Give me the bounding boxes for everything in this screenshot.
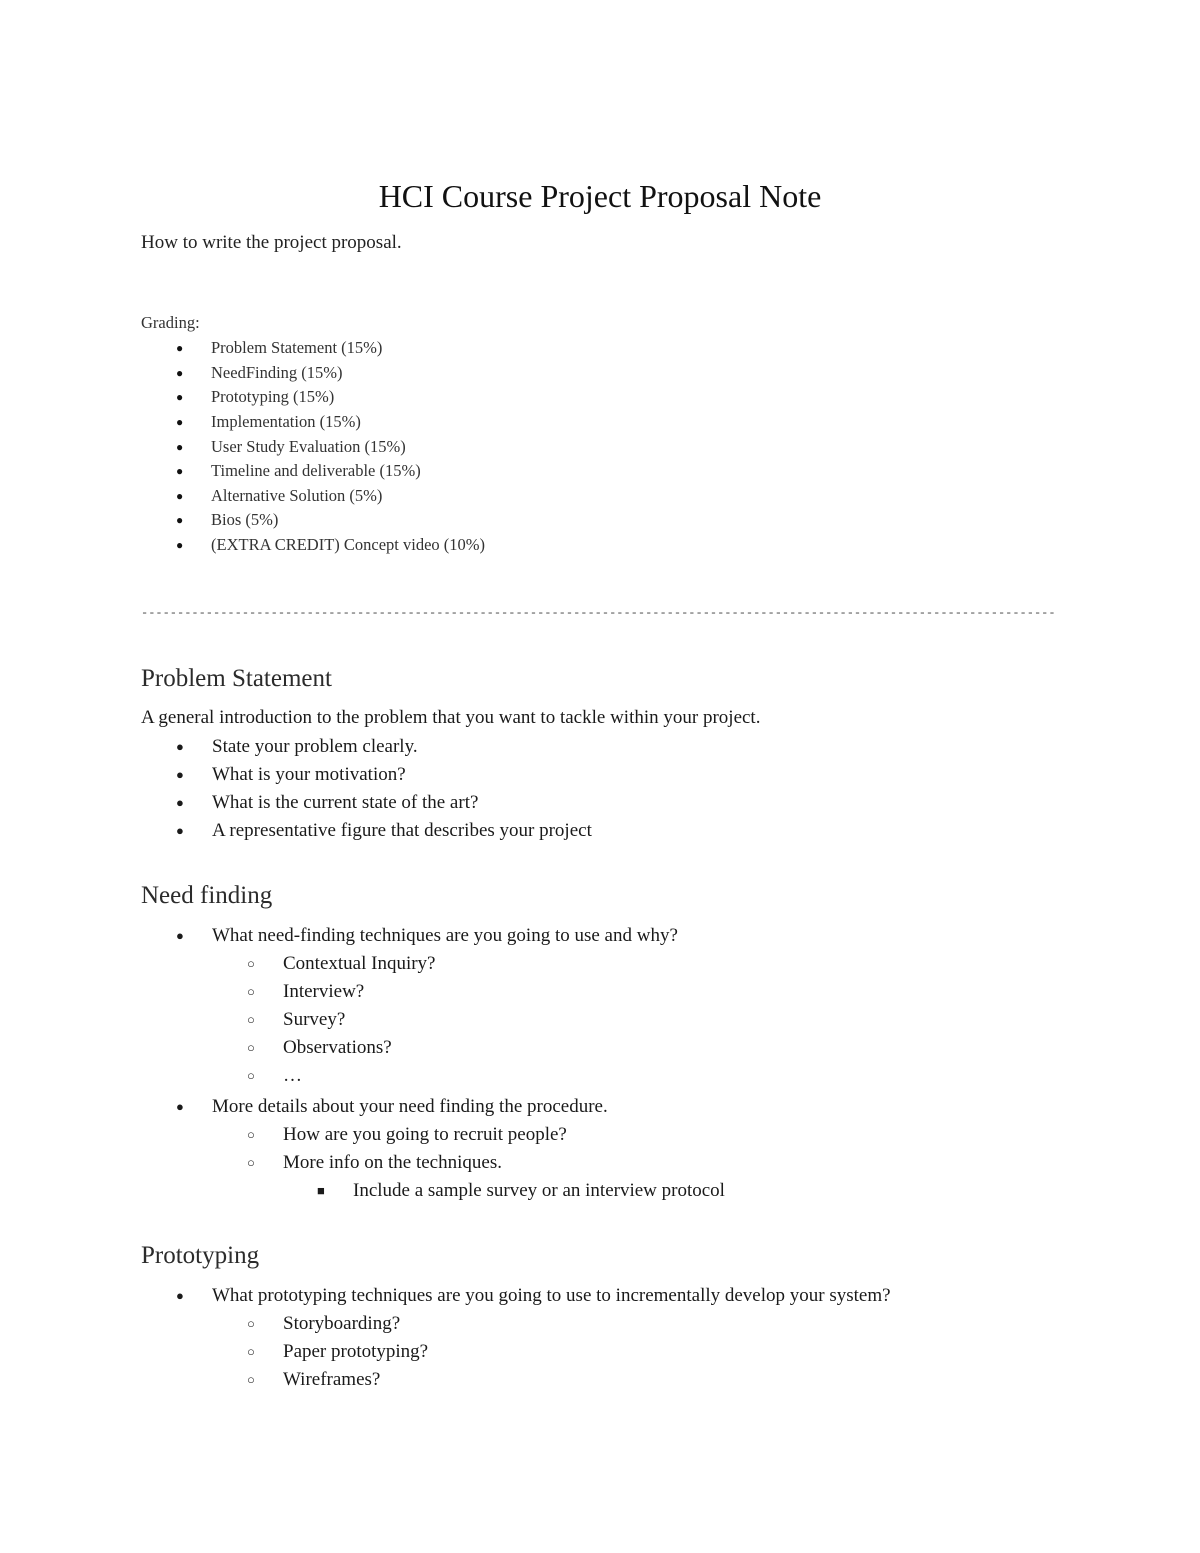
list-item: ○ Storyboarding? — [247, 1313, 401, 1335]
page-title: HCI Course Project Proposal Note — [378, 178, 822, 214]
subtitle: How to write the project proposal. — [141, 232, 402, 253]
need-item-2-sublist — [247, 1121, 567, 1177]
bullet-icon: ● — [176, 415, 184, 430]
bullet-icon: ● — [176, 1099, 184, 1115]
grading-item: ● Prototyping (15%) — [176, 387, 335, 407]
bullet-icon: ● — [176, 767, 184, 783]
grading-item: ● Timeline and deliverable (15%) — [176, 461, 421, 481]
list-item: ● What prototyping techniques are you going to use to incrementally develop your system? — [176, 1285, 891, 1307]
grading-item: ● Bios (5%) — [176, 510, 279, 530]
bullet-icon: ● — [176, 464, 184, 479]
bullet-icon: ● — [176, 341, 184, 356]
proto-item-1 — [176, 1282, 891, 1310]
list-item: ○ How are you going to recruit people? — [247, 1124, 567, 1146]
bullet-icon: ● — [176, 739, 184, 755]
list-item: ○ Interview? — [247, 981, 365, 1003]
list-item: ● What is your motivation? — [176, 764, 406, 786]
problem-intro: A general introduction to the problem that you want to tackle within your project. — [141, 707, 761, 728]
bullet-icon: ● — [176, 823, 184, 839]
list-item: ○ Contextual Inquiry? — [247, 953, 436, 975]
circle-bullet-icon: ○ — [247, 1040, 255, 1056]
bullet-icon: ● — [176, 1288, 184, 1304]
circle-bullet-icon: ○ — [247, 1068, 255, 1084]
grading-item: ● User Study Evaluation (15%) — [176, 436, 406, 456]
list-item: ● State your problem clearly. — [176, 736, 418, 758]
list-item: ● A representative figure that describes your project — [176, 820, 592, 842]
problem-list — [176, 733, 592, 845]
list-item: ● More details about your need finding the procedure. — [176, 1096, 608, 1118]
circle-bullet-icon: ○ — [247, 1012, 255, 1028]
list-item: ○ Survey? — [247, 1009, 346, 1031]
need-item-2 — [176, 1093, 608, 1121]
bullet-icon: ● — [176, 795, 184, 811]
heading-problem-statement: Problem Statement — [141, 665, 332, 692]
section-divider: ------------------------------------------------------------------------------------------------------------------------------- — [141, 606, 1056, 620]
bullet-icon: ● — [176, 439, 184, 454]
grading-label: Grading: — [141, 313, 200, 332]
grading-list — [176, 336, 485, 557]
grading-item: ● Alternative Solution (5%) — [176, 485, 383, 505]
circle-bullet-icon: ○ — [247, 956, 255, 972]
circle-bullet-icon: ○ — [247, 1155, 255, 1171]
circle-bullet-icon: ○ — [247, 1372, 255, 1388]
circle-bullet-icon: ○ — [247, 1127, 255, 1143]
proto-item-1-sublist — [247, 1310, 428, 1394]
bullet-icon: ● — [176, 513, 184, 528]
grading-item: ● (EXTRA CREDIT) Concept video (10%) — [176, 535, 486, 555]
grading-item: ● NeedFinding (15%) — [176, 362, 343, 382]
need-item-2-subsublist — [317, 1177, 725, 1205]
bullet-icon: ● — [176, 538, 184, 553]
square-bullet-icon: ■ — [317, 1183, 325, 1199]
grading-item: ● Implementation (15%) — [176, 412, 361, 432]
list-item: ○ Wireframes? — [247, 1369, 381, 1391]
need-item-1-sublist — [247, 950, 436, 1090]
list-item: ○ Paper prototyping? — [247, 1341, 429, 1363]
bullet-icon: ● — [176, 390, 184, 405]
bullet-icon: ● — [176, 365, 184, 380]
list-item: ● What need-finding techniques are you going to use and why? — [176, 925, 678, 947]
circle-bullet-icon: ○ — [247, 1344, 255, 1360]
heading-prototyping: Prototyping — [141, 1242, 260, 1269]
bullet-icon: ● — [176, 928, 184, 944]
list-item: ○ … — [247, 1065, 302, 1087]
list-item: ● What is the current state of the art? — [176, 792, 479, 814]
heading-need-finding: Need finding — [141, 882, 273, 909]
circle-bullet-icon: ○ — [247, 984, 255, 1000]
list-item: ■ Include a sample survey or an interview protocol — [317, 1180, 725, 1202]
list-item: ○ Observations? — [247, 1037, 392, 1059]
grading-item: ● Problem Statement (15%) — [176, 338, 383, 358]
need-item-1 — [176, 922, 678, 950]
bullet-icon: ● — [176, 488, 184, 503]
list-item: ○ More info on the techniques. — [247, 1152, 502, 1174]
circle-bullet-icon: ○ — [247, 1316, 255, 1332]
